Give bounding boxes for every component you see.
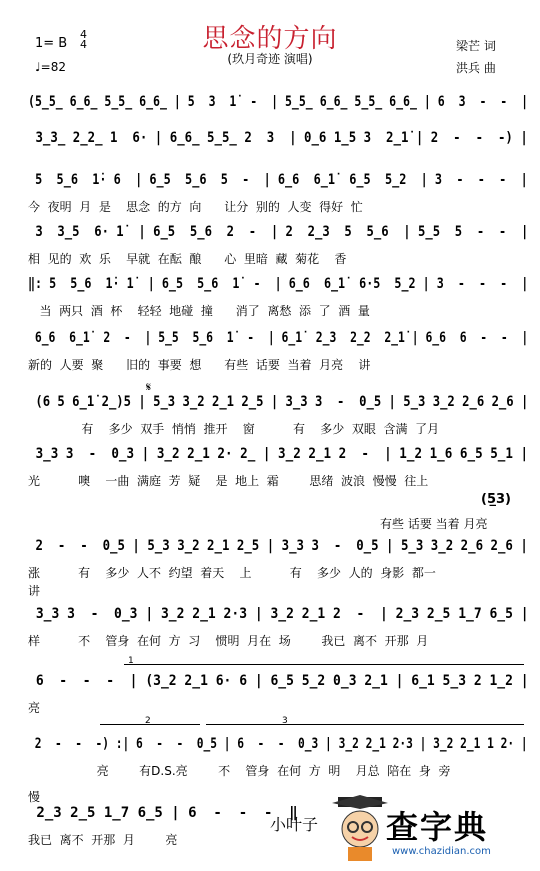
lyrics-line: 有 多少 双手 悄悄 推开 窗 有 多少 双眼 含满 了月 — [28, 422, 440, 436]
score-line — [28, 673, 529, 715]
volta-3-label: 3 — [282, 716, 288, 726]
song-subtitle: (玖月奇迹 演唱) — [227, 52, 313, 66]
score-line — [28, 446, 529, 488]
extra-lyric-jiang: 讲 — [28, 584, 41, 598]
composer-credit: 洪兵 曲 — [456, 61, 496, 75]
lyricist-credit: 梁芒 词 — [456, 39, 496, 53]
notation-line: 3 3̲5 6· 1̇ | 6̲5 5̲6 2 - | 2 2̲3 5 5̲6 | 5̲5 5 - - | — [28, 224, 529, 240]
notation-line: 5 5̲6 1̇· 6 | 6̲5 5̲6 5 - | 6̲6 6̲1̇ 6̲5 5̲2 | 3 - - - | — [28, 172, 528, 188]
lyrics-line: 今 夜明 月 是 思念 的方 向 让分 别的 人变 得好 忙 — [28, 200, 363, 214]
score-line — [28, 394, 529, 436]
alt-lyrics-annotation: 有些 话要 当着 月亮 — [380, 517, 488, 531]
logo-url: www.chazidian.com — [392, 846, 491, 857]
notation-line: 2̲3 2̲5 1̲7 6̲5 | 6 - - - ‖ — [28, 805, 298, 821]
lyrics-line: 新的 人要 聚 旧的 事要 想 有些 话要 当着 月亮 讲 — [28, 358, 371, 372]
notation-line: 6 - - - | (3̲2 2̲1 6· 6 | 6̲5 5̲2 0̲3 2̲1 | 6̲1 5̲3 2 1̲2 | — [28, 673, 529, 689]
volta-2-label: 2 — [145, 716, 151, 726]
score-line — [28, 538, 528, 580]
score-line — [28, 330, 529, 372]
score-line — [28, 736, 528, 778]
score-line — [28, 276, 529, 318]
lyrics-line: 当 两只 酒 杯 轻轻 地碰 撞 消了 离愁 添 了 酒 量 — [28, 304, 370, 318]
notation-line: 3̲3 3 - 0̲3 | 3̲2 2̲1 2· 2̲ | 3̲2 2̲1 2 - | 1̲2 1̲6 6̲5 5̲1 | — [28, 446, 529, 462]
lyrics-line: 涨 有 多少 人不 约望 着天 上 有 多少 人的 身影 都一 — [28, 566, 436, 580]
lyrics-line: 相 见的 欢 乐 早就 在酝 酿 心 里暗 藏 菊花 香 — [28, 252, 347, 266]
score-line — [28, 94, 528, 126]
segno-sign: 𝄋 — [146, 380, 152, 394]
notation-line: 3̲3̲ 2̲2̲ 1 6· | 6̲6̲ 5̲5̲ 2 3 | 0̲6 1̲5 3 2̲1̇ | 2 - - -) | — [28, 130, 528, 146]
lyrics-line: 我已 离不 开那 月 亮 — [28, 833, 178, 847]
notation-line: 6̲6 6̲1̇ 2 - | 5̲5 5̲6 1̇ - | 6̲1̇ 2̲3 2̲2 2̲1̇ | 6̲6 6 - - | — [28, 330, 529, 346]
score-line — [28, 606, 529, 648]
notation-line: 2 - - -) :| 6 - - 0̲5 | 6 - - 0̲3 | 3̲2 2̲1 2·3 | 3̲2 2̲1 1 2· | — [28, 736, 528, 752]
lyrics-line: 亮 — [28, 701, 41, 715]
notation-line: 3̲3 3 - 0̲3 | 3̲2 2̲1 2·3 | 3̲2 2̲1 2 - | 2̲3 2̲5 1̲7 6̲5 | — [28, 606, 529, 622]
score-line — [28, 224, 529, 266]
volta-1-label: 1 — [128, 656, 134, 666]
lyrics-line: 亮 有D.S.亮 不 管身 在何 方 明 月总 陪在 身 旁 — [28, 764, 451, 778]
lyrics-line: 样 不 管身 在何 方 习 惯明 月在 场 我已 离不 开那 月 — [28, 634, 429, 648]
logo-wordmark: 查字典 — [386, 808, 489, 846]
notation-line: (6 5 6̲1̇ 2̲)5 | 5̲3 3̲2 2̲1 2̲5 | 3̲3 3 - 0̲5 | 5̲3 3̲2 2̲6 2̲6 | — [28, 394, 529, 410]
lyrics-line: 光 噢 一曲 满庭 芳 疑 是 地上 霜 思绪 波浪 慢慢 往上 — [28, 474, 429, 488]
alt-notes-annotation: (5̲3) — [481, 492, 511, 507]
notation-line: (5̲5̲ 6̲6̲ 5̲5̲ 6̲6̲ | 5 3 1̇ - | 5̲5̲ 6̲6̲ 5̲5̲ 6̲6̲ | 6 3 - - | — [28, 94, 529, 110]
notation-line: 2 - - 0̲5 | 5̲3 3̲2 2̲1 2̲5 | 3̲3 3 - 0̲5 | 5̲3 3̲2 2̲6 2̲6 | — [28, 538, 528, 554]
key-signature: 1= B — [35, 36, 68, 51]
volta-1-bracket — [124, 664, 524, 665]
score-line — [28, 130, 528, 162]
handwritten-signature: 小叶子 — [270, 815, 319, 834]
song-title: 思念的方向 — [202, 24, 338, 54]
time-signature — [80, 30, 87, 50]
score-line — [28, 172, 528, 214]
mascot-icon — [330, 795, 390, 863]
notation-line: ‖: 5 5̲6 1̇· 1̇ | 6̲5 5̲6 1̇ - | 6̲6 6̲1̇ 6·5 5̲2 | 3 - - - | — [28, 276, 529, 292]
extra-lyric-man: 慢 — [28, 790, 41, 804]
volta-3-bracket — [206, 724, 524, 725]
time-signature-bottom: 4 — [80, 38, 87, 51]
time-signature-top: 4 — [80, 28, 87, 41]
tempo-marking: ♩=82 — [35, 60, 66, 74]
